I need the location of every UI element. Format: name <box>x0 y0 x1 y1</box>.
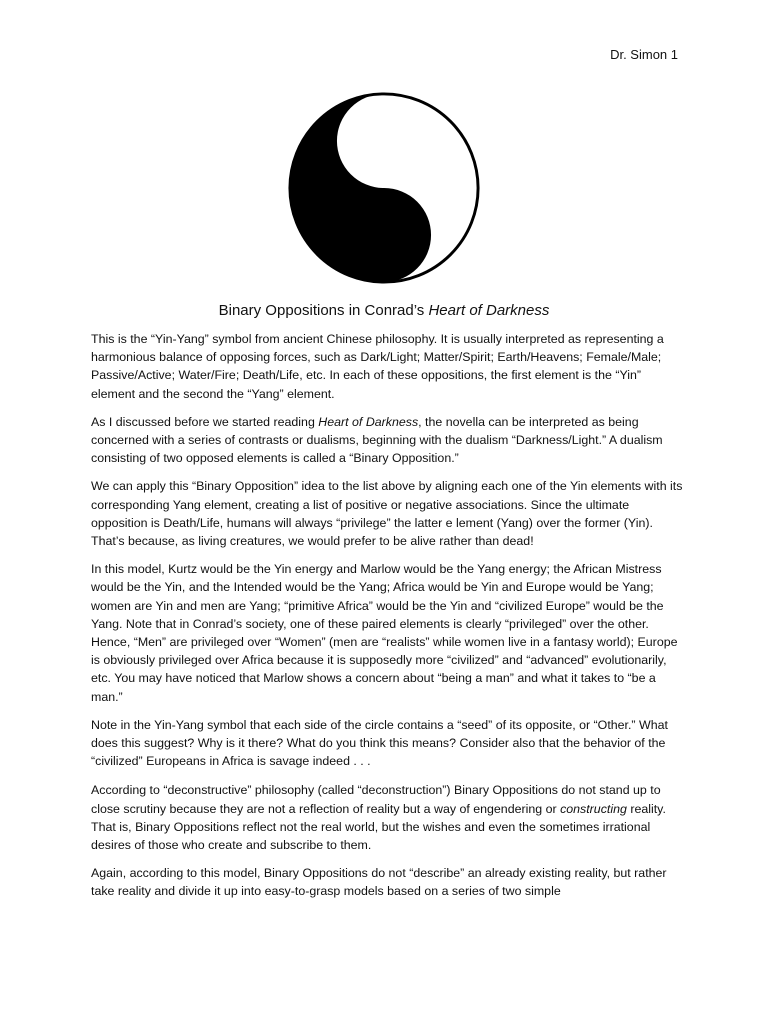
paragraph-model-reality: Again, according to this model, Binary Oppositions do not “describe” an already existing reality, but rather take reality and divide it up into easy-to-grasp models based on a series of two simple <box>91 866 667 899</box>
paragraph-model: In this model, Kurtz would be the Yin energy and Marlow would be the Yang energy; the African Mistress would be the Yin, and the Intended would be the Yang; Africa would be Yin and Europe would be Yang; women are Yin and men are Yang; “primitive Africa” would be the Yin and “civilized Europe” would be the Yang. Note that in Conrad’s society, one of these paired elements is clearly “privileged” over the other. Hence, “Men” are privileged over “Women” (men are “realists” while women live in a fantasy world); Europe is obviously privileged over Africa because it is supposedly more “civilized” and “advanced” evolutionarily, etc. You may have noticed that Marlow shows a concern about “being a man” and what it takes to “be a man.” <box>91 562 678 704</box>
paragraph-text: reality. That is, Binary Oppositions reflect not the real world, but the wishes and even the sometimes irrational desires of those who create and subscribe to them. <box>91 801 666 853</box>
paragraph-italic: constructing <box>560 801 627 816</box>
page-header: Dr. Simon 1 <box>610 47 678 62</box>
paragraph-text: According to “deconstructive” philosophy (called “deconstruction”) Binary Oppositions do not stand up to close scrutiny because they are not a reflection of reality but a way of engendering or <box>91 783 661 816</box>
document-title <box>0 301 768 321</box>
paragraph-italic: Heart of Darkness <box>318 414 419 429</box>
paragraph-yin-yang: This is the “Yin-Yang” symbol from ancient Chinese philosophy. It is usually interpreted as representing a harmonious balance of opposing forces, such as Dark/Light; Matter/Spirit; Earth/Heavens; Female/Male; Passive/Active; Water/Fire; Death/Life, etc. In each of these oppositions, the first element is the “Yin” element and the second the “Yang” element. <box>91 332 664 401</box>
paragraph-text: As I discussed before we started reading <box>91 414 319 429</box>
paragraph-dualism <box>91 413 683 468</box>
paragraph-binary-opposition: We can apply this “Binary Opposition” idea to the list above by aligning each one of the Yin elements with its corresponding Yang element, creating a list of positive or negative associations. Since the ultimate opposition is Death/Life, humans will always “privilege” the latter e lement (Yang) over the former (Yin). That’s because, as living creatures, we would prefer to be alive rather than dead! <box>91 479 683 549</box>
paragraph-text: , the novella can be interpreted as being concerned with a series of contrasts or dualisms, beginning with the dualism “Darkness/Light.” A dualism consisting of two opposed elements is called a “Binary Opposition.” <box>91 414 663 466</box>
title-prefix: Binary Oppositions in Conrad’s <box>218 302 429 319</box>
paragraph-deconstruction <box>91 781 683 854</box>
title-italic: Heart of Darkness <box>428 302 550 319</box>
document-body <box>91 330 683 911</box>
paragraph-seed: Note in the Yin-Yang symbol that each side of the circle contains a “seed” of its opposite, or “Other.” What does this suggest? Why is it there? What do you think this means? Consider also that the behavior of the “civilized” Europeans in Africa is savage indeed . . . <box>91 717 668 769</box>
yin-yang-icon <box>286 90 482 286</box>
